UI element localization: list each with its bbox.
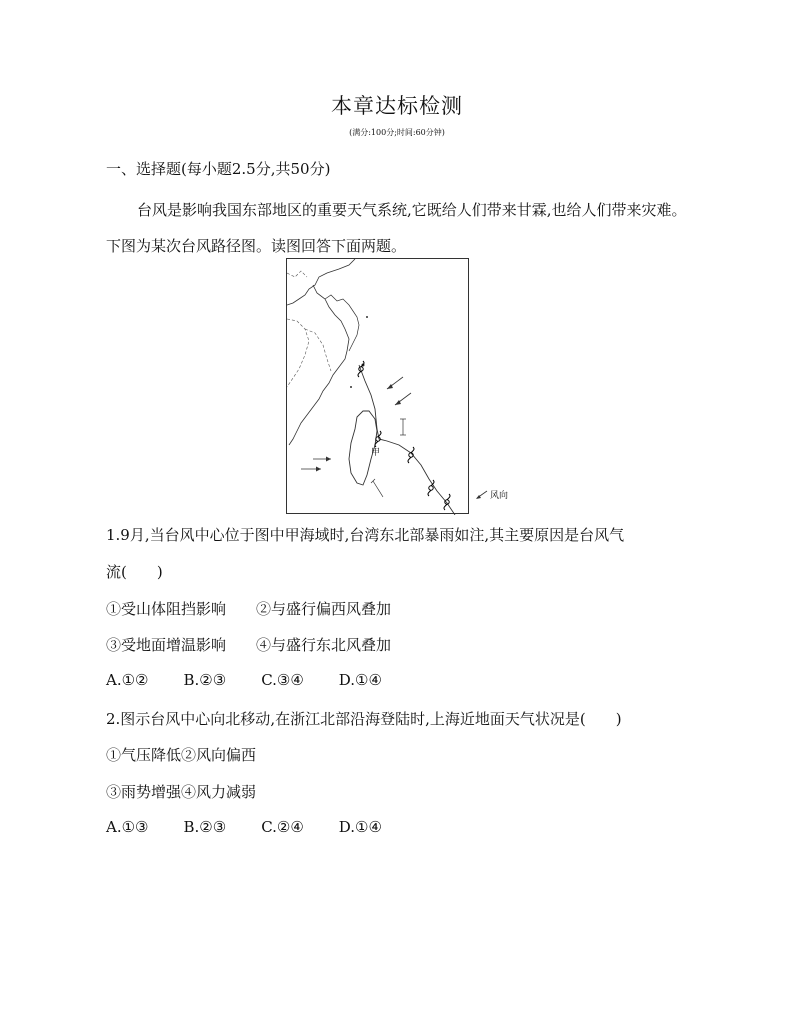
typhoon-icon [408,447,414,463]
wind-arrow-icon [395,393,411,405]
intro-paragraph: 台风是影响我国东部地区的重要天气系统,它既给人们带来甘霖,也给人们带来灾难。下图为某次台风路径图。读图回答下面两题。 [106,201,687,255]
q1-answer-a[interactable]: A.①② [106,671,149,689]
province-border-2 [305,329,331,371]
wind-legend [474,488,508,501]
section-heading: 一、选择题(每小题2.5分,共50分) [106,160,331,178]
q1-answer-b[interactable]: B.②③ [183,671,227,689]
legend-label: 风向 [490,491,509,501]
province-border-3 [287,271,307,277]
typhoon-track [359,365,455,515]
q2-answer-c[interactable]: C.②④ [261,818,304,836]
point-label-jia: 甲 [371,448,381,458]
q2-options-line2: ③雨势增强④风力减弱 [106,783,257,801]
scale-mark [400,419,406,435]
coastline-east [289,285,349,445]
scale-mark [371,479,383,497]
island-dot [350,386,352,388]
q1-options-line1: ①受山体阻挡影响 ②与盛行偏西风叠加 [106,600,392,618]
page-title: 本章达标检测 [331,94,463,118]
island-dot [366,316,368,318]
coastline-north [287,259,355,305]
wind-arrow-icon [313,457,331,462]
page-subtitle: (满分:100分;时间:60分钟) [349,128,445,137]
q2-answer-d[interactable]: D.①④ [338,818,382,836]
q2-answer-a[interactable]: A.①③ [106,818,149,836]
typhoon-icon [444,494,450,510]
q1-answer-d[interactable]: D.①④ [338,671,382,689]
q1-answer-c[interactable]: C.③④ [261,671,304,689]
typhoon-path-map [286,258,469,514]
q2-options-line1: ①气压降低②风向偏西 [106,746,257,764]
wind-arrow-icon [301,467,321,472]
wind-arrow-icon [474,490,488,500]
q2-stem: 2.图示台风中心向北移动,在浙江北部沿海登陆时,上海近地面天气状况是( ) [106,710,622,728]
q2-answer-b[interactable]: B.②③ [183,818,227,836]
typhoon-icon [358,361,364,377]
q2-answer-choices [106,818,417,836]
q1-answer-choices [106,671,417,689]
map-graphic [287,259,470,515]
q1-stem-line2: 流( ) [106,563,163,581]
q1-stem-line1: 1.9月,当台风中心位于图中甲海域时,台湾东北部暴雨如注,其主要原因是台风气 [106,526,625,544]
q1-options-line2: ③受地面增温影响 ④与盛行东北风叠加 [106,636,392,654]
wind-arrow-icon [387,377,403,389]
